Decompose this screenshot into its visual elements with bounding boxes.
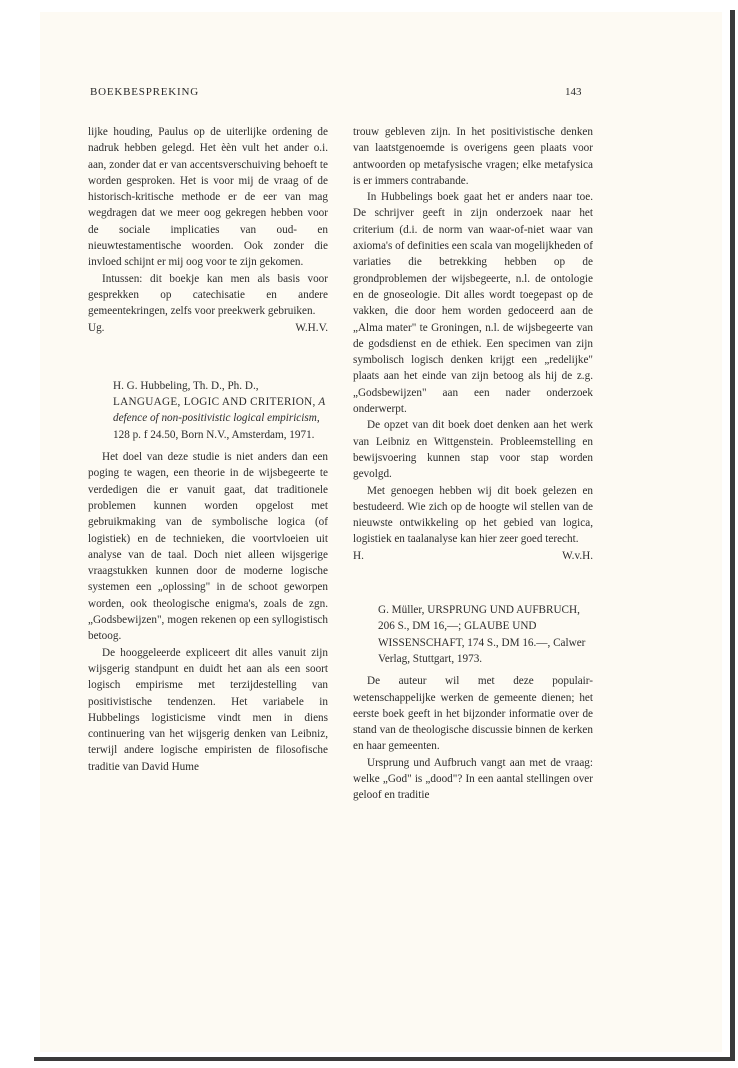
reference-details: 128 p. f 24.50, Born N.V., Amsterdam, 1971. — [113, 428, 315, 441]
paragraph: trouw gebleven zijn. In het positivistische denken van laatstgenoemde is overigens geen plaats voor antwoorden op metafysische vragen; elke metafysica is er immers contrabande. — [353, 126, 593, 187]
paragraph: Met genoegen hebben wij dit boek gelezen en bestudeerd. Wie zich op de hoogte wil stellen van de nieuwste ontwikkeling op het gebied van logica, logistiek en taalanalyse kan hier zeer goed terecht. — [353, 484, 593, 546]
paragraph: De opzet van dit boek doet denken aan het werk van Leibniz en Wittgenstein. Probleemstelling en bewijsvoering kunnen stap voor stap worden gevolgd. — [353, 419, 593, 481]
signature-place: Ug. — [88, 321, 105, 334]
paragraph: Intussen: dit boekje kan men als basis voor gesprekken op catechisatie en andere gemeentekringen, zelfs voor preekwerk gebruiken. — [88, 272, 328, 318]
right-column — [353, 124, 593, 804]
book-reference: G. Müller, URSPRUNG UND AUFBRUCH, 206 S., DM 16,—; GLAUBE UND WISSENSCHAFT, 174 S., DM 16.—, Calwer Verlag, Stuttgart, 1973. — [378, 604, 586, 665]
paragraph: De auteur wil met deze populair-wetenschappelijke werken de gemeente dienen; het eerste boek geeft in het bijzonder informatie over de stand van de theologische discussie binnen de kerken en haar gemeenten. — [353, 675, 593, 753]
paragraph: lijke houding, Paulus op de uiterlijke ordening de nadruk hebben gelegd. Het èèn vult het ander o.i. aan, zonder dat er van accentsverschuiving behoeft te worden gesproken. Het is voor mij de vraag of de historisch-kritische methode er de eer van mag wegdragen dat we meer oog gekregen hebben voor de sociale implicaties van oud- en nieuwtestamentische woorden. Ook zonder die invloed schijnt er mij oog voor te zijn gekomen. — [88, 126, 328, 269]
reference-subtitle: A defence of non-positivistic logical empiricism, — [113, 396, 326, 425]
paragraph: Ursprung und Aufbruch vangt aan met de vraag: welke „God" is „dood"? In een aantal stellingen over geloof en traditie — [353, 756, 593, 802]
book-reference — [113, 378, 328, 443]
signature-initials: W.v.H. — [562, 549, 593, 562]
review-signature — [353, 548, 593, 564]
reference-author: H. G. Hubbeling, Th. D., Ph. D., — [113, 379, 259, 392]
paragraph: Het doel van deze studie is niet anders dan een poging te wagen, een theorie in de wijsbegeerte te verdedigen die er vanuit gaat, dat traditionele problemen kunnen worden opgelost met gebruikmaking van de symbolische logica (of logistiek) en de technieken, die voortvloeien uit analyse van de taal. Doch niet alleen wijsgerige vraagstukken kunnen door de moderne logische systemen een „oplossing" in de schoot geworpen worden, ook theologische enigma's, zoals de zgn. „Godsbewijzen", mogen rekenen op een syllogistisch betoog. — [88, 451, 328, 643]
left-column — [88, 124, 328, 775]
running-head: BOEKBESPREKING — [90, 86, 199, 98]
paragraph: De hooggeleerde expliceert dit alles vanuit zijn wijsgerig standpunt en duidt het aan als een soort logisch empirisme met terzijdestelling van positivistische tendenzen. Het variabele in Hubbelings logisticisme vindt men in diens continuering van het wijsgerig denken van Leibniz, terwijl andere logische empiristen de filosofische traditie van David Hume — [88, 646, 328, 773]
paragraph: In Hubbelings boek gaat het er anders naar toe. De schrijver geeft in zijn onderzoek naar het criterium (d.i. de norm van waar-of-niet waar van axioma's of definities een scala van mogelijkheden of variaties die betrekking hebben op de grondproblemen der wijsbegeerte, n.l. de ontologie en de gnoseologie. Dit alles wordt toegepast op de vakken, die door hem worden gedoceerd aan de „Alma mater" te Groningen, n.l. de wijsbegeerte van de godsdienst en de ethiek. Een specimen van zijn symbolisch logisch denken krijgt een „redelijke" plaats aan het einde van zijn betoog als hij de z.g. „Godsbewijzen" aan een nader onderzoek onderwerpt. — [353, 191, 593, 416]
signature-place: H. — [353, 549, 364, 562]
book-page — [40, 12, 722, 1052]
reference-title: LANGUAGE, LOGIC AND CRITERION, — [113, 396, 316, 409]
page-number: 143 — [565, 86, 582, 98]
review-signature — [88, 320, 328, 336]
signature-initials: W.H.V. — [295, 321, 328, 334]
